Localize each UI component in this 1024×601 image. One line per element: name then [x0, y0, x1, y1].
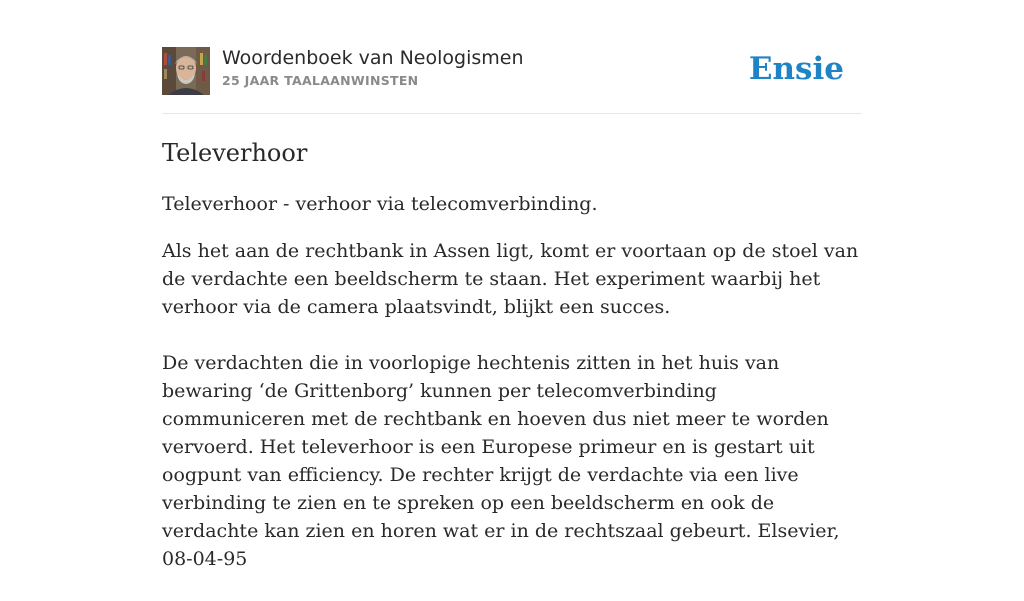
article-paragraph: Als het aan de rechtbank in Assen ligt, komt er voortaan op de stoel van de verdachte een beeldscherm te staan. Het experiment waarbij het verhoor via de camera plaatsvindt, blijkt een succes.: [162, 240, 859, 318]
header: [162, 0, 862, 114]
author-subtitle: 25 JAAR TAALAANWINSTEN: [222, 73, 419, 88]
page: [162, 0, 862, 570]
article-title: Televerhoor: [162, 139, 308, 167]
article-body: [162, 237, 862, 601]
author-photo: [162, 47, 210, 95]
article-lead: Televerhoor - verhoor via telecomverbinding.: [162, 193, 598, 215]
article-paragraph: De verdachten die in voorlopige hechtenis zitten in het huis van bewaring ‘de Grittenborg’ kunnen per telecomverbinding communiceren met de rechtbank en hoeven dus niet meer te worden vervoerd. Het televerhoor is een Europese primeur en is gestart uit oogpunt van efficiency. De rechter krijgt de verdachte via een live verbinding te zien en te spreken op een beeldscherm en ook de verdachte kan zien en horen wat er in de rechtszaal gebeurt. Elsevier, 08-04-95: [162, 352, 840, 570]
avatar[interactable]: [162, 47, 210, 95]
brand-logo[interactable]: Ensie: [748, 51, 844, 87]
author-block: [222, 45, 524, 89]
author-name[interactable]: Woordenboek van Neologismen: [222, 47, 524, 69]
